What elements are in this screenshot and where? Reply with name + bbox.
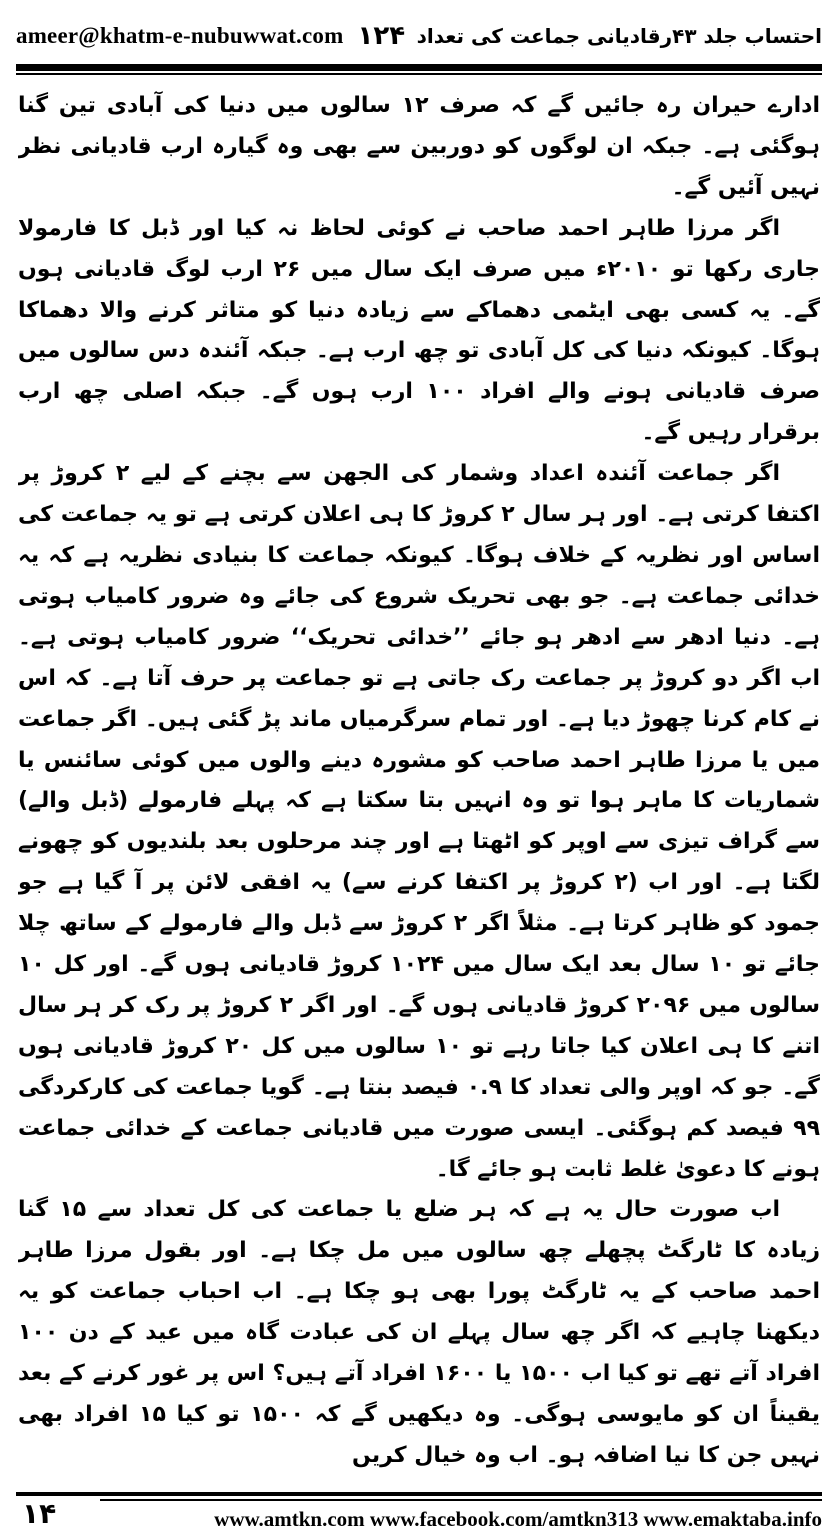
- header-rule-thin: [16, 73, 822, 75]
- footer-rule-thick: [16, 1492, 822, 1496]
- paragraph-1: ادارے حیران رہ جائیں گے کہ صرف ۱۲ سالوں میں دنیا کی آبادی تین گنا ہوگئی ہے۔ جبکہ ان لوگوں کو دوربین سے بھی وہ گیارہ ارب قادیانی نظر نہیں آئیں گے۔: [18, 93, 820, 200]
- paragraph-4: اب صورت حال یہ ہے کہ ہر ضلع یا جماعت کی کل تعداد سے ۱۵ گنا زیادہ کا ٹارگٹ پچھلے چھ سالوں میں مل چکا ہے۔ اور بقول مرزا طاہر احمد صاحب کے یہ ٹارگٹ پورا بھی ہو چکا ہے۔ اب احباب جماعت کو یہ دیکھنا چاہیے کہ اگر چھ سال پہلے ان کی عبادت گاہ میں عید کے دن ۱۰۰ افراد آتے تھے تو کیا اب ۱۵۰۰ یا ۱۶۰۰ افراد آتے ہیں؟ اس پر غور کرنے کے بعد یقیناً ان کو مایوسی ہوگی۔ وہ دیکھیں گے کہ ۱۵۰۰ تو کیا ۱۵ افراد بھی نہیں جن کا نیا اضافہ ہو۔ اب وہ خیال کریں: [18, 1197, 820, 1468]
- body-text: [18, 86, 820, 1478]
- header-rule-thick: [16, 64, 822, 71]
- footer-rule-thin: [100, 1499, 822, 1501]
- header-left: [16, 21, 405, 51]
- header-page-number: ۱۲۴: [357, 21, 406, 51]
- paragraph-3: اگر جماعت آئندہ اعداد وشمار کی الجھن سے بچنے کے لیے ۲ کروڑ پر اکتفا کرتی ہے۔ اور ہر سال ۲ کروڑ کا ہی اعلان کرتی ہے تو یہ جماعت کی اساس اور نظریہ کے خلاف ہوگا۔ کیونکہ جماعت کا بنیادی نظریہ ہے کہ یہ خدائی جماعت ہے۔ جو بھی تحریک شروع کی جائے وہ ضرور کامیاب ہوتی ہے۔ دنیا ادھر سے ادھر ہو جائے ’’خدائی تحریک‘‘ ضرور کامیاب ہوتی ہے۔ اب اگر دو کروڑ پر جماعت رک جاتی ہے تو جماعت پر حرف آتا ہے۔ کہ اس نے کام کرنا چھوڑ دیا ہے۔ اور تمام سرگرمیاں ماند پڑ گئی ہیں۔ اگر جماعت میں یا مرزا طاہر احمد صاحب کو مشورہ دینے والوں میں کوئی سائنس یا شماریات کا ماہر ہوا تو وہ انہیں بتا سکتا ہے کہ پہلے فارمولے (ڈبل والے) سے گراف تیزی سے اوپر کو اٹھتا ہے اور چند مرحلوں بعد بلندیوں کو چھونے لگتا ہے۔ اور اب (۲ کروڑ پر اکتفا کرنے سے) یہ افقی لائن پر آ گیا ہے جو جمود کو ظاہر کرتا ہے۔ مثلاً اگر ۲ کروڑ سے ڈبل والے فارمولے کے ساتھ چلا جائے تو ۱۰ سال بعد ایک سال میں ۱۰۲۴ کروڑ قادیانی ہوں گے۔ اور کل ۱۰ سالوں میں ۲۰۹۶ کروڑ قادیانی ہوں گے۔ اور اگر ۲ کروڑ پر رک کر ہر سال اتنے کا ہی اعلان کیا جاتا رہے تو ۱۰ سالوں میں کل ۲۰ کروڑ قادیانی ہوں گے۔ جو کہ اوپر والی تعداد کا ۰.۹ فیصد بنتا ہے۔ گویا جماعت کی کارکردگی ۹۹ فیصد کم ہوگئی۔ ایسی صورت میں قادیانی جماعت کے خدائی جماعت ہونے کا دعویٰ غلط ثابت ہو جائے گا۔: [18, 461, 820, 1182]
- footer-links: www.amtkn.com www.facebook.com/amtkn313 www.emaktaba.info: [214, 1507, 822, 1531]
- page-header: [16, 8, 822, 64]
- footer-page-number: ۱۴: [22, 1497, 57, 1530]
- paragraph-2: اگر مرزا طاہر احمد صاحب نے کوئی لحاظ نہ کیا اور ڈبل کا فارمولا جاری رکھا تو ۲۰۱۰ء میں صرف ایک سال میں ۲۶ ارب لوگ قادیانی ہوں گے۔ یہ کسی بھی ایٹمی دھماکے سے زیادہ دنیا کو متاثر کرنے والا دھماکا ہوگا۔ کیونکہ دنیا کی کل آبادی تو چھ ارب ہے۔ جبکہ آئندہ دس سالوں میں صرف قادیانی ہونے والے افراد ۱۰۰ ارب ہوں گے۔ جبکہ اصلی چھ ارب برقرار رہیں گے۔: [18, 215, 820, 446]
- header-email: ameer@khatm-e-nubuwwat.com: [16, 23, 344, 48]
- header-title: احتساب جلد ۴۳رقادیانی جماعت کی تعداد: [416, 24, 822, 48]
